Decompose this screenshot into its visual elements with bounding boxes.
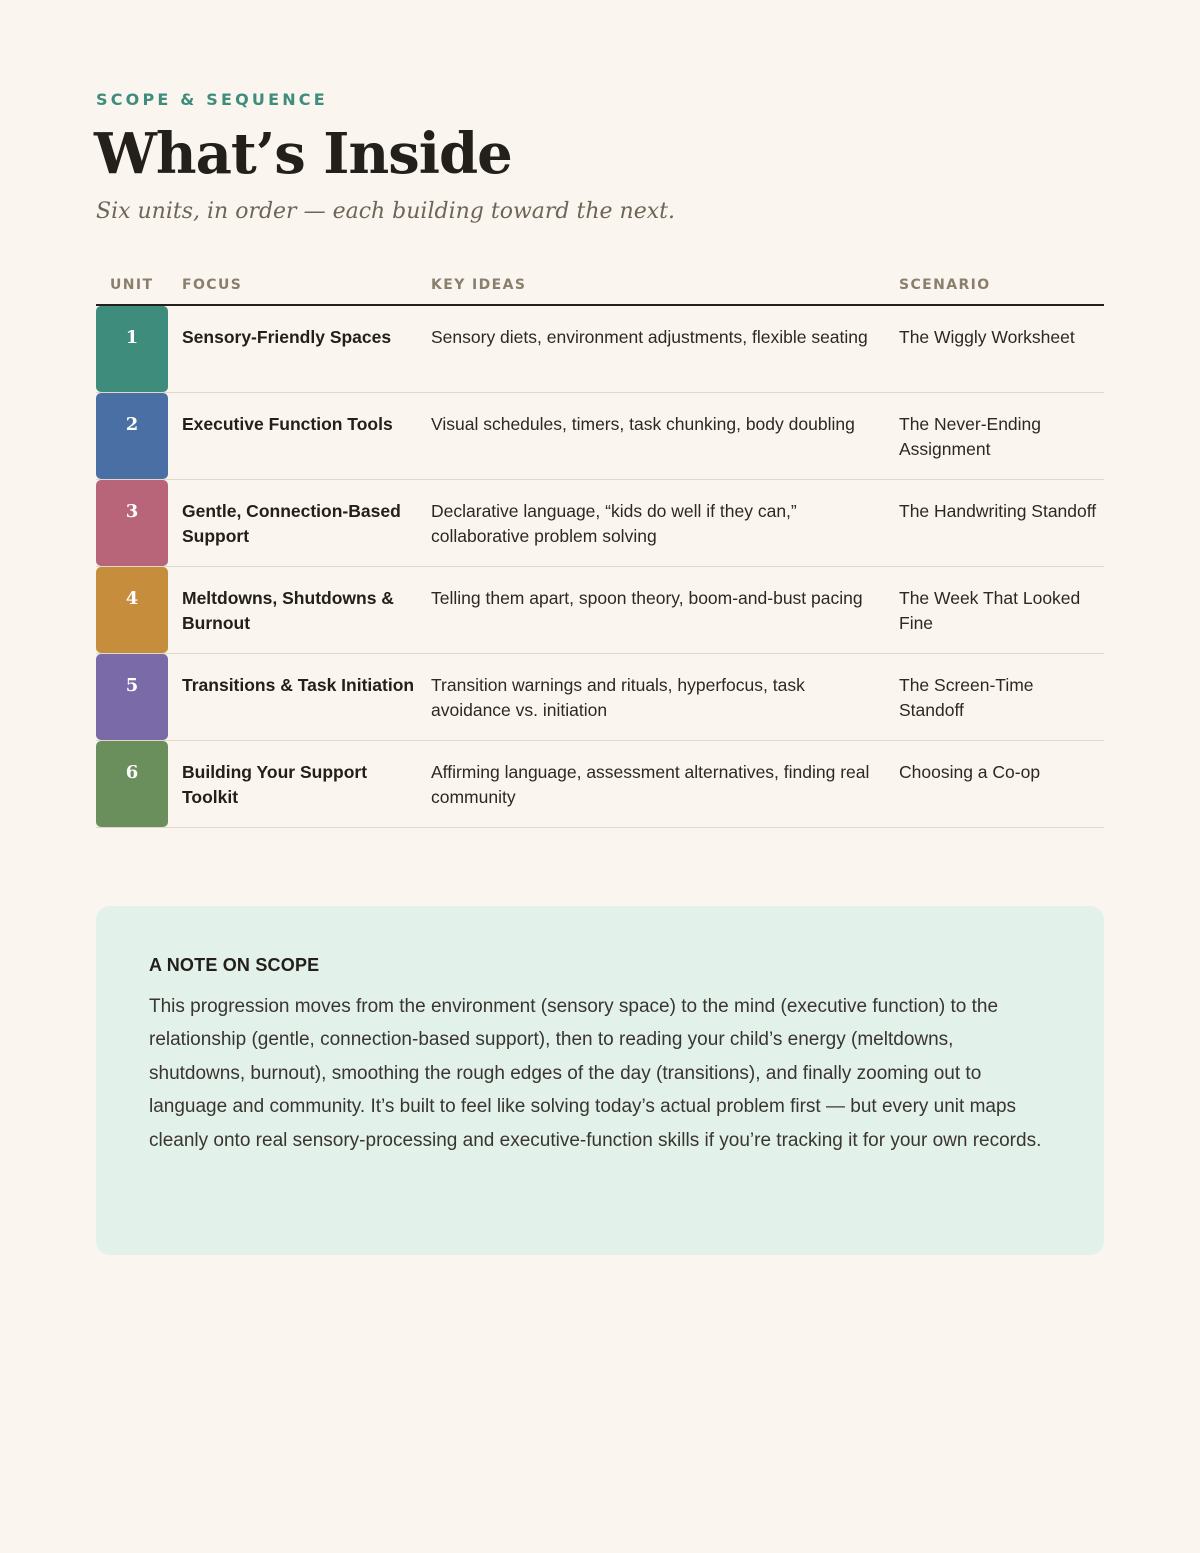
section-eyebrow: SCOPE & SEQUENCE — [96, 90, 328, 109]
table-row — [96, 567, 1104, 654]
column-header-focus: FOCUS — [182, 277, 243, 293]
unit-key-ideas: Telling them apart, spoon theory, boom-and-bust pacing — [431, 588, 863, 608]
table-row — [96, 393, 1104, 480]
table-row — [96, 306, 1104, 393]
unit-badge: 5 — [96, 654, 168, 740]
unit-key-ideas: Declarative language, “kids do well if they can,” collaborative problem solving — [431, 501, 797, 546]
scope-table — [96, 270, 1104, 828]
unit-badge: 2 — [96, 393, 168, 479]
unit-scenario: The Wiggly Worksheet — [899, 327, 1075, 347]
unit-key-ideas: Sensory diets, environment adjustments, flexible seating — [431, 327, 868, 347]
column-header-unit: UNIT — [110, 277, 154, 293]
unit-focus: Transitions & Task Initiation — [182, 675, 415, 695]
unit-badge: 6 — [96, 741, 168, 827]
table-row — [96, 741, 1104, 828]
unit-focus: Sensory-Friendly Spaces — [182, 327, 392, 347]
unit-focus: Executive Function Tools — [182, 414, 393, 434]
unit-focus: Gentle, Connection-Based Support — [182, 501, 401, 546]
page-subtitle: Six units, in order — each building toward the next. — [96, 199, 675, 224]
unit-badge: 3 — [96, 480, 168, 566]
scope-note-box — [96, 906, 1104, 1255]
unit-badge: 4 — [96, 567, 168, 653]
unit-scenario: The Screen-Time Standoff — [899, 675, 1034, 720]
table-row — [96, 654, 1104, 741]
unit-key-ideas: Transition warnings and rituals, hyperfocus, task avoidance vs. initiation — [431, 675, 805, 720]
table-header — [96, 270, 1104, 306]
unit-scenario: The Never-Ending Assignment — [899, 414, 1042, 459]
unit-key-ideas: Affirming language, assessment alternatives, finding real community — [431, 762, 870, 807]
unit-scenario: Choosing a Co-op — [899, 762, 1041, 782]
note-body: This progression moves from the environment (sensory space) to the mind (executive function) to the relationship (gentle, connection-based support), then to reading your child’s energy (meltdowns, shutdowns, burnout), smoothing the rough edges of the day (transitions), and finally zooming out to language and community. It’s built to feel like solving today’s actual problem first — but every unit maps cleanly onto real sensory-processing and executive-function skills if you’re tracking it for your own records. — [149, 996, 1042, 1151]
unit-scenario: The Handwriting Standoff — [899, 501, 1097, 521]
unit-key-ideas: Visual schedules, timers, task chunking, body doubling — [431, 414, 855, 434]
unit-focus: Building Your Support Toolkit — [182, 762, 368, 807]
unit-scenario: The Week That Looked Fine — [899, 588, 1081, 633]
column-header-key-ideas: KEY IDEAS — [431, 277, 527, 293]
table-row — [96, 480, 1104, 567]
note-heading: A NOTE ON SCOPE — [149, 955, 320, 975]
unit-focus: Meltdowns, Shutdowns & Burnout — [182, 588, 394, 633]
page-title: What’s Inside — [94, 121, 512, 187]
unit-badge: 1 — [96, 306, 168, 392]
column-header-scenario: SCENARIO — [899, 277, 991, 293]
